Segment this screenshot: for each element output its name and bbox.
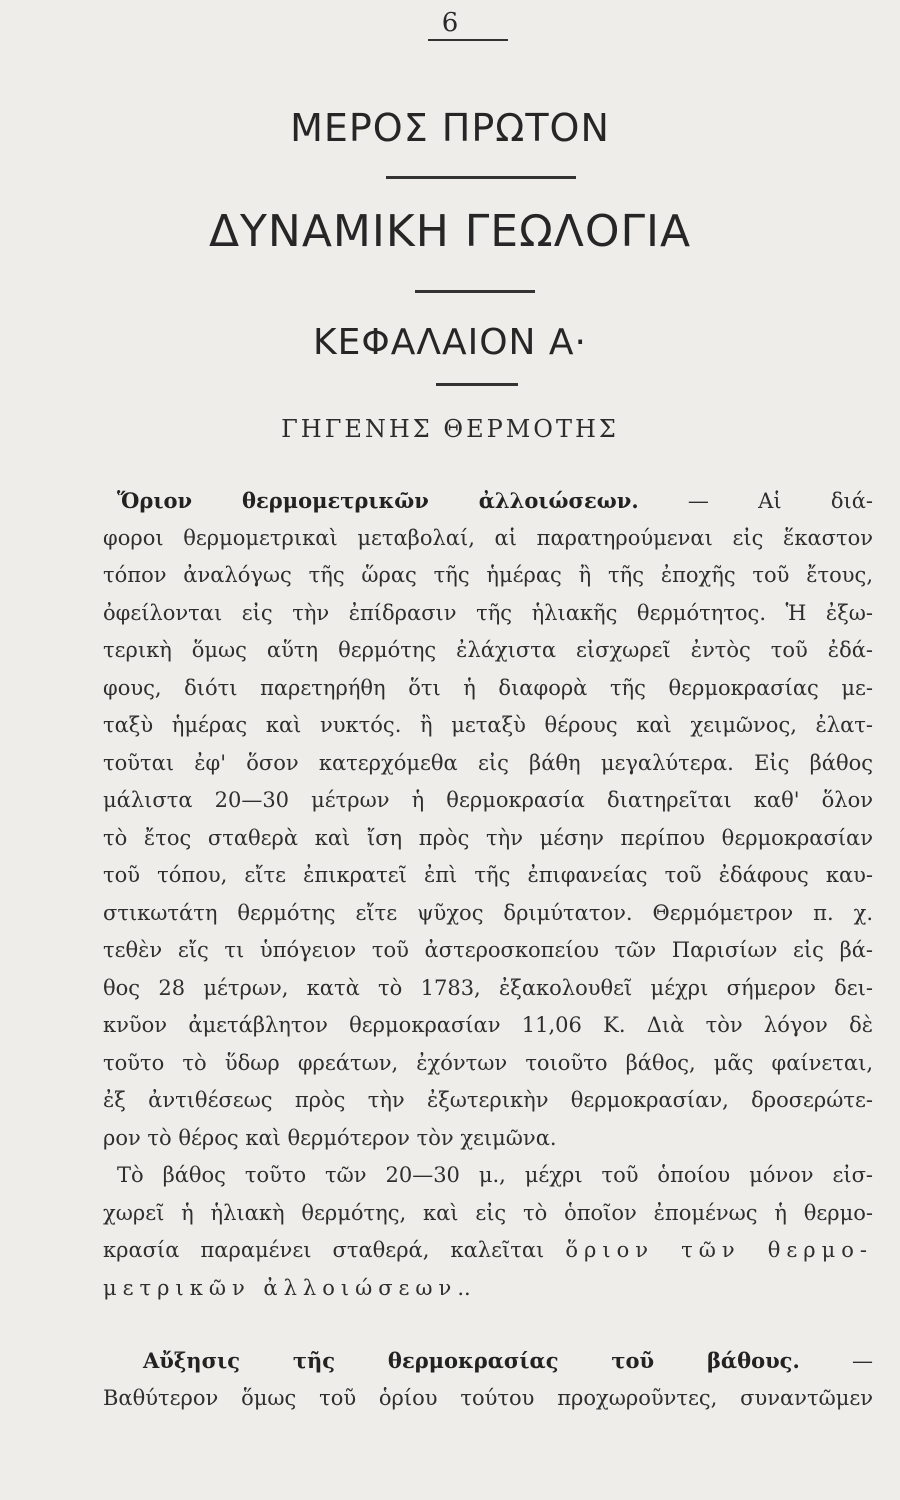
paragraph-1-first-line: — Αἱ διά-: [638, 489, 873, 513]
part-title-rule: [386, 176, 576, 179]
text-line: τερικὴ ὅμως αὕτη θερμότης ἐλάχιστα εἰσχωρεῖ ἐντὸς τοῦ ἐδά-: [103, 638, 873, 662]
text-line: χωρεῖ ἡ ἡλιακὴ θερμότης, καὶ εἰς τὸ ὁποῖον ἐπομένως ἡ θερμο-: [103, 1200, 873, 1225]
text-line: τοῦ τόπου, εἴτε ἐπικρατεῖ ἐπὶ τῆς ἐπιφανείας τοῦ ἐδάφους καυ-: [103, 863, 873, 887]
text-line: φοροι θερμομετρικαὶ μεταβολαί, αἱ παρατηρούμεναι εἰς ἕκαστον: [103, 525, 873, 550]
paragraph-3: [103, 1342, 873, 1417]
page-number: 6: [441, 8, 459, 38]
text-line: τόπον ἀναλόγως τῆς ὥρας τῆς ἡμέρας ἢ τῆς ἐποχῆς τοῦ ἔτους,: [103, 563, 873, 587]
paragraph-1: [103, 482, 873, 1157]
text-line: κνῦον ἀμετάβλητον θερμοκρασίαν 11,06 Κ. Διὰ τὸν λόγον δὲ: [103, 1013, 873, 1037]
spaced-term: μετρικῶν ἀλλοιώσεων: [103, 1275, 458, 1300]
text-line: στικωτάτη θερμότης εἴτε ψῦχος δριμύτατον. Θερμόμετρον π. χ.: [103, 900, 873, 925]
text-span: —: [799, 1349, 873, 1373]
page-number-rule: [428, 39, 508, 41]
section-title: ΓΗΓΕΝΗΣ ΘΕΡΜΟΤΗΣ: [281, 415, 619, 443]
text-line: θος 28 μέτρων, κατὰ τὸ 1783, ἐξακολουθεῖ μέχρι σήμερον δει-: [103, 975, 873, 1000]
text-span: ..: [457, 1275, 471, 1300]
main-title: ΔΥΝΑΜΙΚΗ ΓΕΩΛΟΓΙΑ: [208, 206, 692, 257]
text-line: ἐξ ἀντιθέσεως πρὸς τὴν ἐξωτερικὴν θερμοκρασίαν, δροσερώτε-: [103, 1088, 873, 1112]
chapter-title: ΚΕΦΑΛΑΙΟΝ Α·: [313, 322, 587, 363]
paragraph-2: [103, 1157, 873, 1307]
text-line: ὀφείλονται εἰς τὴν ἐπίδρασιν τῆς ἡλιακῆς θερμότητος. Ἡ ἐξω-: [103, 600, 873, 625]
text-line: τοῦται ἐφ' ὅσον κατερχόμεθα εἰς βάθη μεγαλύτερα. Εἰς βάθος: [103, 750, 873, 775]
main-title-rule: [415, 290, 535, 293]
text-line: ταξὺ ἡμέρας καὶ νυκτός. ἢ μεταξὺ θέρους καὶ χειμῶνος, ἐλατ-: [103, 713, 873, 737]
paragraph-2-line: [103, 1270, 873, 1308]
text-line: ρον τὸ θέρος καὶ θερμότερον τὸν χειμῶνα.: [103, 1125, 557, 1150]
paragraph-2-line: [103, 1232, 873, 1270]
text-span: κρασία παραμένει σταθερά, καλεῖται: [103, 1238, 545, 1262]
text-line: τεθὲν εἴς τι ὑπόγειον τοῦ ἀστεροσκοπείου τῶν Παρισίων εἰς βά-: [103, 938, 873, 962]
text-line: φους, διότι παρετηρήθη ὅτι ἡ διαφορὰ τῆς θερμοκρασίας με-: [103, 675, 873, 700]
paragraph-3-heading: Αὔξησις τῆς θερμοκρασίας τοῦ βάθους.: [143, 1348, 800, 1373]
paragraph-1-line: [103, 482, 873, 520]
text-line: τοῦτο τὸ ὕδωρ φρεάτων, ἐχόντων τοιοῦτο βάθος, μᾶς φαίνεται,: [103, 1050, 873, 1075]
text-line: τὸ ἔτος σταθερὰ καὶ ἴση πρὸς τὴν μέσην περίπου θερμοκρασίαν: [103, 825, 873, 850]
text-line: μάλιστα 20—30 μέτρων ἡ θερμοκρασία διατηρεῖται καθ' ὅλον: [103, 788, 873, 812]
paragraph-1-heading: Ὅριον θερμομετρικῶν ἀλλοιώσεων.: [117, 488, 639, 513]
text-line: Τὸ βάθος τοῦτο τῶν 20—30 μ., μέχρι τοῦ ὁποίου μόνον εἰσ-: [117, 1163, 873, 1187]
chapter-title-rule: [436, 383, 518, 386]
spaced-term: ὅριον τῶν θερμο-: [565, 1238, 873, 1262]
part-title: ΜΕΡΟΣ ΠΡΩΤΟΝ: [290, 106, 610, 150]
text-line: Βαθύτερον ὅμως τοῦ ὁρίου τούτου προχωροῦντες, συναντῶμεν: [103, 1385, 873, 1410]
paragraph-3-line: [103, 1342, 873, 1380]
